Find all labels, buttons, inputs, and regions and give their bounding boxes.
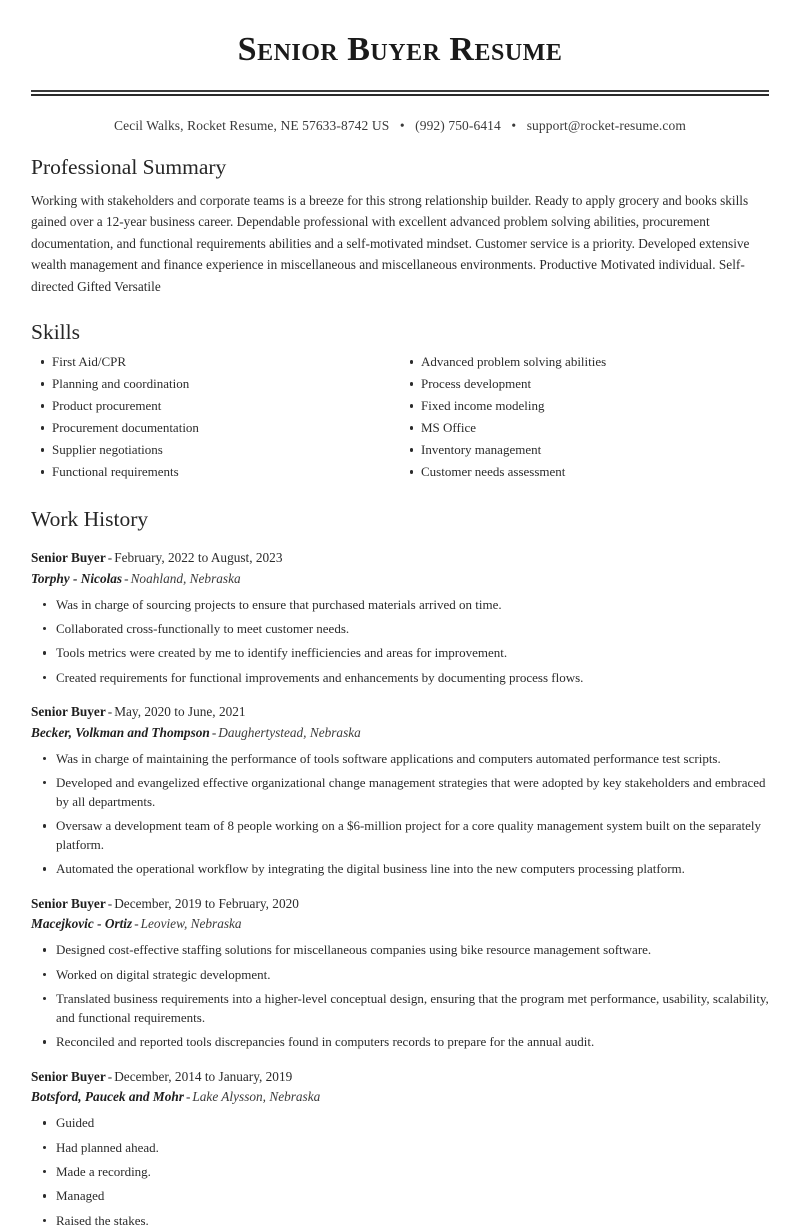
work-history-entry xyxy=(31,548,769,687)
job-bullets xyxy=(31,941,769,1052)
job-role: Senior Buyer xyxy=(31,896,106,912)
job-dates: December, 2019 to February, 2020 xyxy=(114,896,299,912)
job-location: Leoview, Nebraska xyxy=(140,916,242,932)
list-item: Guided xyxy=(31,1114,769,1133)
job-bullets xyxy=(31,596,769,688)
skills-list-right xyxy=(400,353,769,481)
section-heading-summary: Professional Summary xyxy=(31,154,227,179)
skills-list-left xyxy=(31,353,400,481)
job-role: Senior Buyer xyxy=(31,1069,106,1085)
job-company: Becker, Volkman and Thompson xyxy=(31,724,210,740)
job-separator: - xyxy=(124,570,129,586)
job-separator: - xyxy=(107,1069,113,1085)
job-company: Torphy - Nicolas xyxy=(31,570,123,586)
list-item: Developed and evangelized effective organizational change management strategies that were adopted by key stakeholders and embraced by all departments. xyxy=(31,774,769,812)
page-title: Senior Buyer Resume xyxy=(237,31,563,68)
job-separator: - xyxy=(107,896,113,912)
list-item: Tools metrics were created by me to identify inefficiencies and areas for improvement. xyxy=(31,644,769,663)
list-item: Created requirements for functional improvements and enhancements by documenting process flows. xyxy=(31,669,769,688)
job-company-line xyxy=(31,723,769,743)
skills-column-right xyxy=(400,353,769,485)
list-item: MS Office xyxy=(400,419,769,437)
job-separator: - xyxy=(185,1089,191,1105)
job-separator: - xyxy=(107,550,113,566)
job-bullets xyxy=(31,750,769,880)
list-item: Supplier negotiations xyxy=(31,441,400,459)
list-item: Process development xyxy=(400,375,769,393)
job-company: Macejkovic - Ortiz xyxy=(31,916,133,932)
contact-email: support@rocket-resume.com xyxy=(526,117,686,133)
job-role: Senior Buyer xyxy=(31,704,106,720)
job-bullets xyxy=(31,1114,769,1230)
list-item: Fixed income modeling xyxy=(400,397,769,415)
job-location: Noahland, Nebraska xyxy=(130,570,241,586)
list-item: Raised the stakes. xyxy=(31,1212,769,1231)
list-item: Managed xyxy=(31,1187,769,1206)
list-item: Planning and coordination xyxy=(31,375,400,393)
list-item: Had planned ahead. xyxy=(31,1139,769,1158)
contact-info xyxy=(31,118,769,134)
header-divider xyxy=(31,90,769,96)
job-title-line xyxy=(31,894,769,913)
skills-column-left xyxy=(31,353,400,485)
list-item: Made a recording. xyxy=(31,1163,769,1182)
list-item: Automated the operational workflow by integrating the digital business line into the new computers processing platform. xyxy=(31,860,769,879)
list-item: Designed cost-effective staffing solutions for miscellaneous companies using bike resource management software. xyxy=(31,941,769,960)
list-item: Oversaw a development team of 8 people working on a $6-million project for a core quality management system built on the separately platform. xyxy=(31,817,769,855)
list-item: Worked on digital strategic development. xyxy=(31,966,769,985)
section-heading-skills: Skills xyxy=(31,320,80,345)
list-item: Was in charge of maintaining the performance of tools software applications and computers automated performance test scripts. xyxy=(31,750,769,769)
list-item: Collaborated cross-functionally to meet customer needs. xyxy=(31,620,769,639)
work-history-entry xyxy=(31,702,769,879)
job-dates: May, 2020 to June, 2021 xyxy=(114,704,246,720)
job-title-line xyxy=(31,548,769,567)
list-item: Advanced problem solving abilities xyxy=(400,353,769,371)
section-heading-work-history: Work History xyxy=(31,507,149,532)
job-location: Lake Alysson, Nebraska xyxy=(192,1089,321,1105)
job-dates: December, 2014 to January, 2019 xyxy=(114,1069,293,1085)
list-item: Product procurement xyxy=(31,397,400,415)
list-item: Procurement documentation xyxy=(31,419,400,437)
summary-text: Working with stakeholders and corporate teams is a breeze for this strong relationship builder. Ready to apply grocery and books skills gained over a 12-year business career. Dependable professional with excellent advanced problem solving abilities, procurement documentation, and functional requirements abilities and a self-motivated mindset. Customer service is a priority. Developed extensive wealth management and finance experience in miscellaneous and miscellaneous environments. Productive Motivated individual. Self-directed Gifted Versatile xyxy=(31,192,750,294)
job-separator: - xyxy=(134,916,139,932)
job-title-line xyxy=(31,702,769,721)
list-item: Customer needs assessment xyxy=(400,463,769,481)
job-separator: - xyxy=(107,704,113,720)
list-item: Inventory management xyxy=(400,441,769,459)
contact-separator-2: • xyxy=(511,117,517,133)
list-item: First Aid/CPR xyxy=(31,353,400,371)
list-item: Reconciled and reported tools discrepancies found in computers records to prepare for the annual audit. xyxy=(31,1033,769,1052)
job-location: Daughertystead, Nebraska xyxy=(218,724,361,740)
divider-line-bottom xyxy=(31,94,769,96)
job-company-line xyxy=(31,914,769,934)
work-history-entry xyxy=(31,894,769,1052)
work-history-entry xyxy=(31,1067,769,1230)
job-company: Botsford, Paucek and Mohr xyxy=(31,1089,184,1105)
list-item: Functional requirements xyxy=(31,463,400,481)
list-item: Translated business requirements into a higher-level conceptual design, ensuring that the program met performance, usability, scalability, and functional requirements. xyxy=(31,990,769,1028)
job-role: Senior Buyer xyxy=(31,550,106,566)
job-dates: February, 2022 to August, 2023 xyxy=(114,550,283,566)
contact-phone: (992) 750-6414 xyxy=(415,117,501,133)
contact-separator-1: • xyxy=(399,117,405,133)
job-title-line xyxy=(31,1067,769,1086)
list-item: Was in charge of sourcing projects to ensure that purchased materials arrived on time. xyxy=(31,596,769,615)
job-separator: - xyxy=(211,724,217,740)
skills-columns xyxy=(31,353,769,485)
job-company-line xyxy=(31,569,769,589)
contact-address: Cecil Walks, Rocket Resume, NE 57633-8742 US xyxy=(114,117,390,133)
job-company-line xyxy=(31,1087,769,1107)
